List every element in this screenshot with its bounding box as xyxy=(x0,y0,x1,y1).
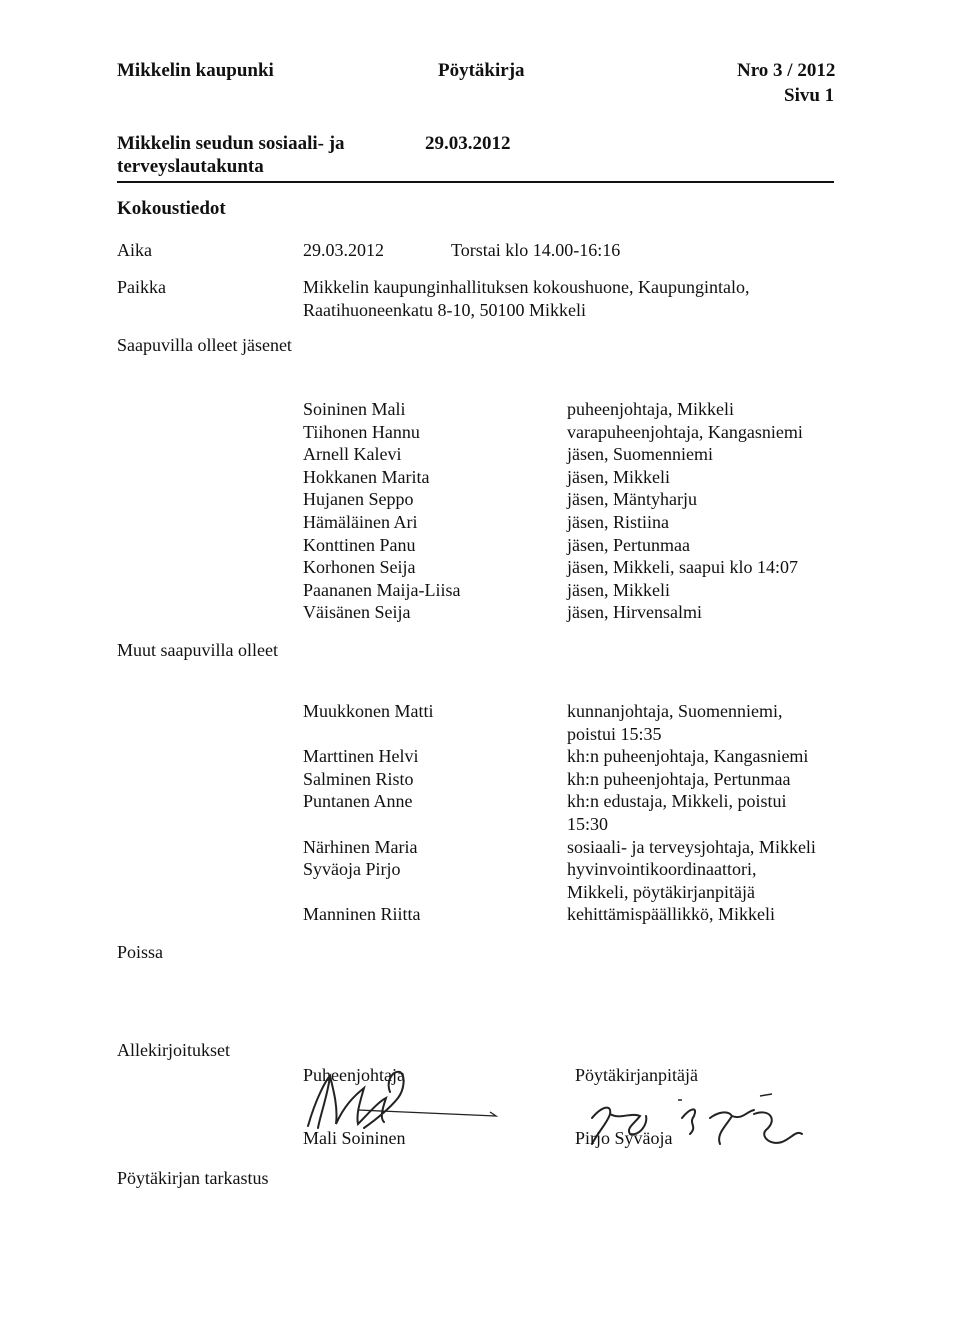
other-name: Puntanen Anne xyxy=(303,791,413,812)
other-role: kh:n puheenjohtaja, Pertunmaa xyxy=(567,768,791,789)
others-label: Muut saapuvilla olleet xyxy=(117,640,278,660)
member-role: jäsen, Hirvensalmi xyxy=(567,602,702,623)
time-date: 29.03.2012 xyxy=(303,240,384,260)
other-role: 15:30 xyxy=(567,813,609,834)
chair-signature xyxy=(268,1058,498,1138)
member-name: Hokkanen Marita xyxy=(303,466,430,487)
other-role: kh:n puheenjohtaja, Kangasniemi xyxy=(567,746,809,767)
secretary-name: Pirjo Syväoja xyxy=(575,1128,673,1148)
other-name: Närhinen Maria xyxy=(303,836,418,857)
chair-title: Puheenjohtaja xyxy=(303,1065,405,1085)
other-name xyxy=(303,881,434,904)
page-number: Sivu 1 xyxy=(784,85,835,106)
board-name-line2: terveyslautakunta xyxy=(117,156,264,177)
other-role: kunnanjohtaja, Suomenniemi, xyxy=(567,701,783,721)
org-name: Mikkelin kaupunki xyxy=(117,60,274,81)
other-role: kh:n edustaja, Mikkeli, poistui xyxy=(567,791,787,812)
section-title: Kokoustiedot xyxy=(117,198,226,219)
member-role: jäsen, Suomenniemi xyxy=(567,444,713,465)
other-role: poistui 15:35 xyxy=(567,723,662,744)
header-divider xyxy=(117,181,834,183)
signatures-label: Allekirjoitukset xyxy=(117,1040,230,1060)
members-names xyxy=(303,398,460,624)
member-name: Soininen Mali xyxy=(303,399,406,419)
other-name xyxy=(303,813,434,836)
members-label: Saapuvilla olleet jäsenet xyxy=(117,335,292,355)
other-name: Marttinen Helvi xyxy=(303,746,419,767)
place-label: Paikka xyxy=(117,277,166,297)
other-role: Mikkeli, pöytäkirjanpitäjä xyxy=(567,881,755,902)
place-line1: Mikkelin kaupunginhallituksen kokoushuone, Kaupungintalo, xyxy=(303,277,750,297)
member-role: puheenjohtaja, Mikkeli xyxy=(567,399,734,419)
board-name-line1: Mikkelin seudun sosiaali- ja xyxy=(117,133,345,154)
member-name: Arnell Kalevi xyxy=(303,444,402,465)
member-name: Väisänen Seija xyxy=(303,602,411,623)
place-line2: Raatihuoneenkatu 8-10, 50100 Mikkeli xyxy=(303,300,586,320)
document-number: Nro 3 / 2012 xyxy=(737,60,836,81)
member-role: varapuheenjohtaja, Kangasniemi xyxy=(567,421,803,442)
member-role: jäsen, Mikkeli, saapui klo 14:07 xyxy=(567,557,798,578)
member-name: Paananen Maija-Liisa xyxy=(303,579,461,600)
other-name: Syväoja Pirjo xyxy=(303,859,401,880)
secretary-title: Pöytäkirjanpitäjä xyxy=(575,1065,698,1085)
member-role: jäsen, Mäntyharju xyxy=(567,489,697,510)
member-name: Hämäläinen Ari xyxy=(303,511,418,532)
other-name: Manninen Riitta xyxy=(303,904,421,925)
member-role: jäsen, Ristiina xyxy=(567,511,669,532)
member-name: Tiihonen Hannu xyxy=(303,421,420,442)
member-name: Hujanen Seppo xyxy=(303,489,414,510)
member-name: Korhonen Seija xyxy=(303,557,416,578)
others-names xyxy=(303,700,434,926)
members-roles xyxy=(567,398,803,624)
chair-name: Mali Soininen xyxy=(303,1128,406,1148)
other-role: kehittämispäällikkö, Mikkeli xyxy=(567,904,775,925)
meeting-date-header: 29.03.2012 xyxy=(425,133,511,154)
member-role: jäsen, Pertunmaa xyxy=(567,534,690,555)
document-type: Pöytäkirja xyxy=(438,60,525,81)
other-name xyxy=(303,723,434,746)
other-role: hyvinvointikoordinaattori, xyxy=(567,859,757,880)
other-name: Muukkonen Matti xyxy=(303,701,434,721)
absent-label: Poissa xyxy=(117,942,164,962)
other-role: sosiaali- ja terveysjohtaja, Mikkeli xyxy=(567,836,816,857)
others-roles xyxy=(567,700,816,926)
time-value: Torstai klo 14.00-16:16 xyxy=(451,240,621,260)
review-label: Pöytäkirjan tarkastus xyxy=(117,1168,269,1188)
secretary-signature xyxy=(570,1090,820,1160)
time-label: Aika xyxy=(117,240,152,260)
member-name: Konttinen Panu xyxy=(303,534,416,555)
member-role: jäsen, Mikkeli xyxy=(567,466,670,487)
member-role: jäsen, Mikkeli xyxy=(567,579,670,600)
other-name: Salminen Risto xyxy=(303,768,414,789)
